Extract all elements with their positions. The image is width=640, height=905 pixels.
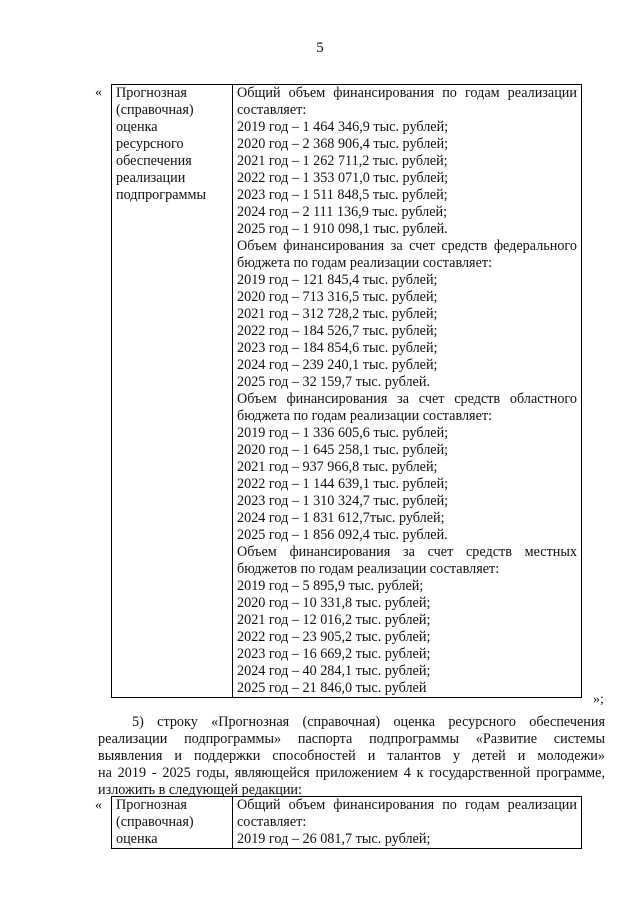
- cell-text-line: бюджета по годам реализации составляет:: [237, 255, 493, 271]
- cell-text-line: 2020 год – 10 331,8 тыс. рублей;: [237, 595, 431, 611]
- table-row: [112, 797, 582, 849]
- cell-text-line: 2022 год – 23 905,2 тыс. рублей;: [237, 629, 431, 645]
- cell-text-line: 2021 год – 312 728,2 тыс. рублей;: [237, 306, 438, 322]
- page-number: 5: [316, 40, 324, 56]
- cell-text-line: 2020 год – 1 645 258,1 тыс. рублей;: [237, 442, 449, 458]
- cell-text-line: 2024 год – 40 284,1 тыс. рублей;: [237, 663, 431, 679]
- cell-text-line: 2019 год – 1 464 346,9 тыс. рублей;: [237, 119, 449, 135]
- amendment-paragraph: [98, 714, 605, 799]
- cell-text-line: 2023 год – 1 511 848,5 тыс. рублей;: [237, 187, 448, 203]
- cell-text-line: 2022 год – 1 144 639,1 тыс. рублей;: [237, 476, 449, 492]
- cell-text-line: 2019 год – 26 081,7 тыс. рублей;: [237, 831, 431, 847]
- table1-left-cell: [112, 85, 233, 698]
- paragraph-line: выявления и поддержки способностей и талантов у детей и молодежи»: [98, 748, 605, 764]
- cell-text-line: Прогнозная: [116, 85, 187, 101]
- paragraph-line: реализации подпрограммы» паспорта подпрограммы «Развитие системы: [98, 731, 605, 747]
- cell-text-line: ресурсного: [116, 136, 184, 152]
- table-row: [112, 85, 582, 698]
- cell-text-line: 2024 год – 2 111 136,9 тыс. рублей;: [237, 204, 448, 220]
- paragraph-line: изложить в следующей редакции:: [98, 782, 302, 798]
- cell-text-line: Объем финансирования за счет средств федерального: [237, 238, 577, 254]
- cell-text-line: составляет:: [237, 814, 307, 830]
- cell-text-line: 2019 год – 1 336 605,6 тыс. рублей;: [237, 425, 449, 441]
- cell-text-line: 2022 год – 184 526,7 тыс. рублей;: [237, 323, 438, 339]
- paragraph-line: 5) строку «Прогнозная (справочная) оценка ресурсного обеспечения: [132, 714, 605, 730]
- cell-text-line: 2021 год – 937 966,8 тыс. рублей;: [237, 459, 438, 475]
- cell-text-line: 2020 год – 2 368 906,4 тыс. рублей;: [237, 136, 449, 152]
- cell-text-line: бюджетов по годам реализации составляет:: [237, 561, 500, 577]
- cell-text-line: (справочная): [116, 814, 194, 830]
- cell-text-line: Прогнозная: [116, 797, 187, 813]
- table1: [111, 84, 582, 698]
- cell-text-line: 2024 год – 1 831 612,7тыс. рублей;: [237, 510, 445, 526]
- cell-text-line: 2025 год – 32 159,7 тыс. рублей.: [237, 374, 430, 390]
- cell-text-line: 2025 год – 1 910 098,1 тыс. рублей.: [237, 221, 448, 237]
- cell-text-line: 2025 год – 1 856 092,4 тыс. рублей.: [237, 527, 448, 543]
- table1-close-quote: »;: [593, 692, 604, 707]
- cell-text-line: 2023 год – 16 669,2 тыс. рублей;: [237, 646, 431, 662]
- cell-text-line: 2022 год – 1 353 071,0 тыс. рублей;: [237, 170, 449, 186]
- table1-right-cell: [233, 85, 582, 698]
- table1-open-quote: «: [95, 85, 102, 100]
- cell-text-line: Общий объем финансирования по годам реализации: [237, 797, 577, 813]
- cell-text-line: Объем финансирования за счет средств областного: [237, 391, 577, 407]
- cell-text-line: обеспечения: [116, 153, 192, 169]
- cell-text-line: 2023 год – 1 310 324,7 тыс. рублей;: [237, 493, 449, 509]
- cell-text-line: подпрограммы: [116, 187, 206, 203]
- cell-text-line: составляет:: [237, 102, 307, 118]
- paragraph-line: на 2019 - 2025 годы, являющейся приложением 4 к государственной программе,: [98, 765, 605, 781]
- cell-text-line: оценка: [116, 119, 158, 135]
- cell-text-line: Объем финансирования за счет средств местных: [237, 544, 577, 560]
- cell-text-line: (справочная): [116, 102, 194, 118]
- cell-text-line: 2019 год – 5 895,9 тыс. рублей;: [237, 578, 424, 594]
- cell-text-line: 2025 год – 21 846,0 тыс. рублей: [237, 680, 427, 696]
- cell-text-line: Общий объем финансирования по годам реализации: [237, 85, 577, 101]
- cell-text-line: 2021 год – 12 016,2 тыс. рублей;: [237, 612, 431, 628]
- table2: [111, 796, 582, 849]
- cell-text-line: 2024 год – 239 240,1 тыс. рублей;: [237, 357, 438, 373]
- table2-open-quote: «: [95, 798, 102, 813]
- cell-text-line: оценка: [116, 831, 158, 847]
- cell-text-line: бюджета по годам реализации составляет:: [237, 408, 493, 424]
- cell-text-line: 2020 год – 713 316,5 тыс. рублей;: [237, 289, 438, 305]
- cell-text-line: 2021 год – 1 262 711,2 тыс. рублей;: [237, 153, 448, 169]
- table2-right-cell: [233, 797, 582, 849]
- table2-left-cell: [112, 797, 233, 849]
- cell-text-line: 2019 год – 121 845,4 тыс. рублей;: [237, 272, 438, 288]
- cell-text-line: 2023 год – 184 854,6 тыс. рублей;: [237, 340, 438, 356]
- cell-text-line: реализации: [116, 170, 186, 186]
